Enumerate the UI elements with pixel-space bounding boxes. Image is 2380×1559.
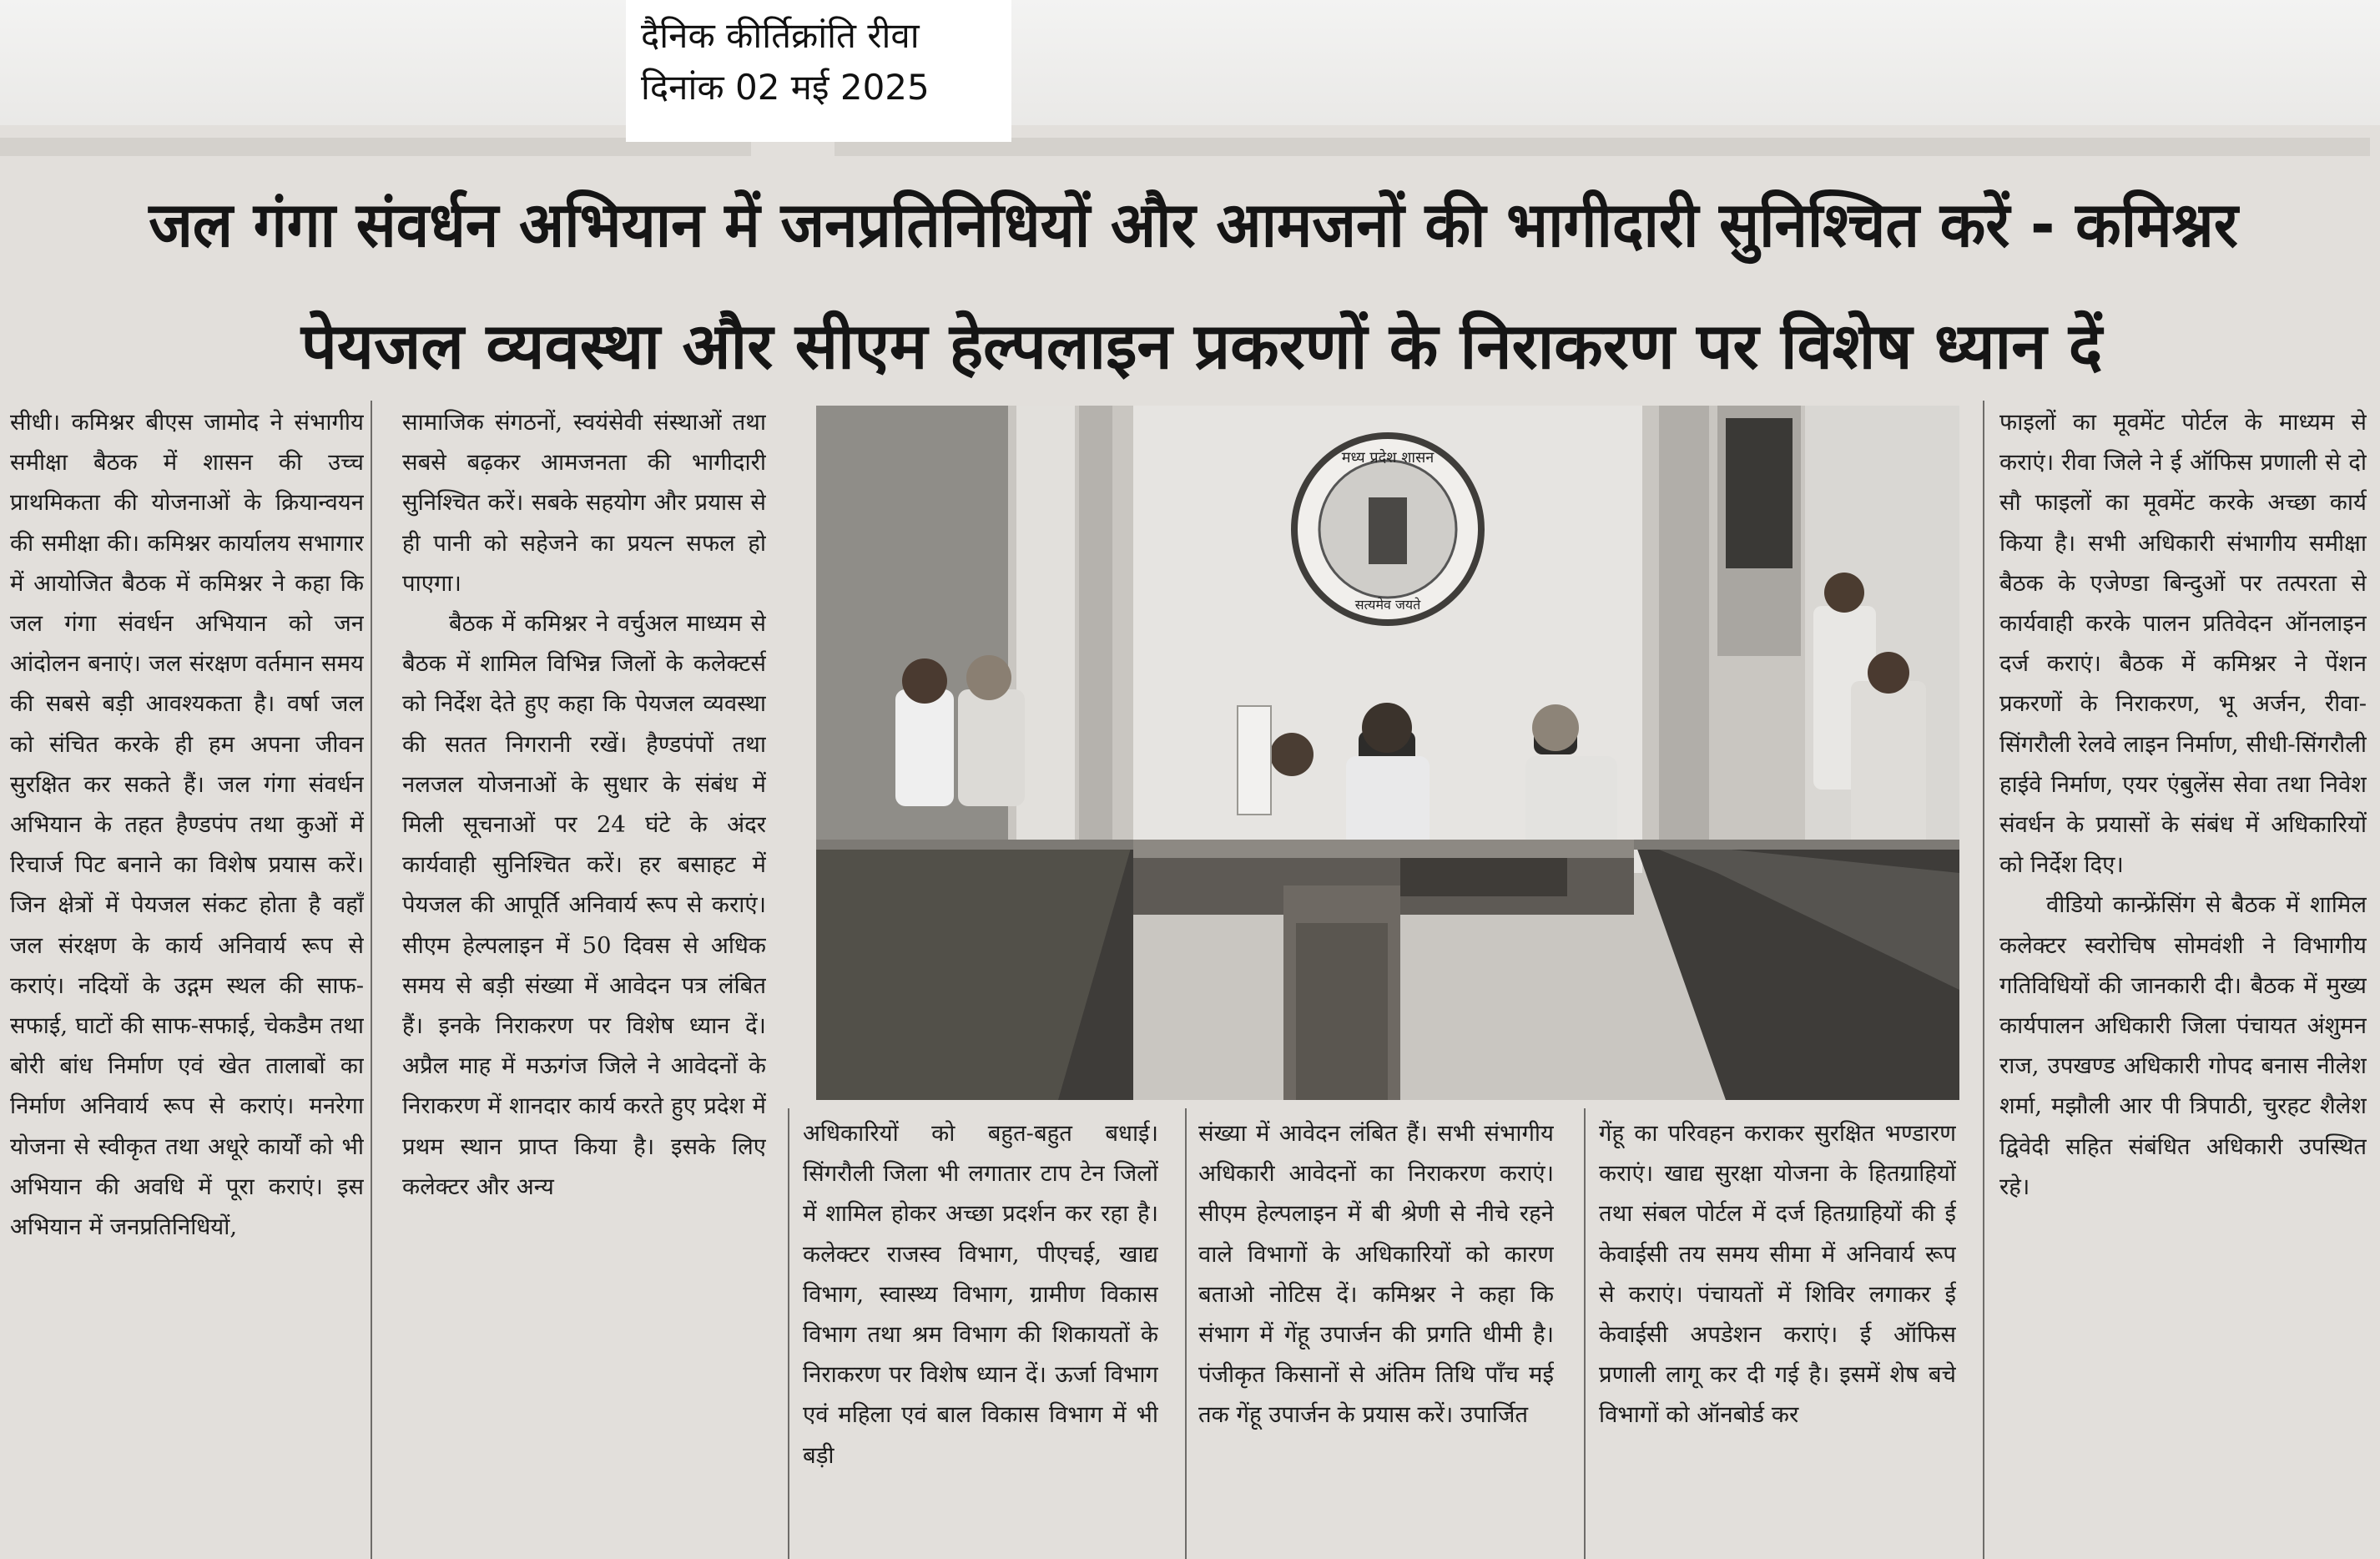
newspaper-name: दैनिक कीर्तिक्रांति रीवा [641,15,920,56]
article-column-1 [10,402,364,1559]
column-rule [371,401,372,1559]
article-column-4 [1198,1113,1554,1559]
paragraph: बैठक में कमिश्नर ने वर्चुअल माध्यम से बैठक में शामिल विभिन्न जिलों के कलेक्टर्स को निर्देश देते हुए कहा कि पेयजल व्यवस्था की सतत निगरानी रखें। हैण्डपंपों तथा नलजल योजनाओं के सुधार के संबंध में मिली सूचनाओं पर 24 घंटे के अंदर कार्यवाही सुनिश्चित करें। हर बसाहट में पेयजल की आपूर्ति अनिवार्य रूप से कराएं। सीएम हेल्पलाइन में 50 दिवस से अधिक समय से बड़ी संख्या में आवेदन पत्र लंबित हैं। इनके निराकरण पर विशेष ध्यान दें। अप्रैल माह में मऊगंज जिले ने आवेदनों के निराकरण में शानदार कार्य करते हुए प्रदेश में प्रथम स्थान प्राप्त किया है। इसके लिए कलेक्टर और अन्य [402,610,766,1200]
article-column-2 [402,402,766,1559]
column-rule [1584,1108,1586,1559]
paragraph: वीडियो कान्फ्रेंसिंग से बैठक में शामिल कलेक्टर स्वरोचिष सोमवंशी ने विभागीय गतिविधियों की जानकारी दी। बैठक में मुख्य कार्यपालन अधिकारी जिला पंचायत अंशुमन राज, उपखण्ड अधिकारी गोपद बनास नीलेश शर्मा, मझौली आर पी त्रिपाठी, चुरहट शैलेश द्विवेदी सहित संबंधित अधिकारी उपस्थित रहे। [1999,891,2367,1200]
column-rule [1983,401,1984,1559]
paragraph: सीधी। कमिश्नर बीएस जामोद ने संभागीय समीक्षा बैठक में शासन की उच्च प्राथमिकता की योजनाओं के क्रियान्वयन की समीक्षा की। कमिश्नर कार्यालय सभागार में आयोजित बैठक में कमिश्नर ने कहा कि जल गंगा संवर्धन अभियान को जन आंदोलन बनाएं। जल संरक्षण वर्तमान समय की सबसे बड़ी आवश्यकता है। वर्षा जल को संचित करके ही हम अपना जीवन सुरक्षित कर सकते हैं। जल गंगा संवर्धन अभियान के तहत हैण्डपंप तथा कुओं में रिचार्ज पिट बनाने का विशेष प्रयास करें। जिन क्षेत्रों में पेयजल संकट होता है वहाँ जल संरक्षण के कार्य अनिवार्य रूप से कराएं। नदियों के उद्गम स्थल की साफ-सफाई, घाटों की साफ-सफाई, चेकडैम तथा बोरी बांध निर्माण एवं खेत तालाबों का निर्माण अनिवार्य रूप से कराएं। मनरेगा योजना से स्वीकृत तथा अधूरे कार्यों को भी अभियान की अवधि में पूरा कराएं। इस अभियान में जनप्रतिनिधियों, [10,409,364,1241]
paragraph: सामाजिक संगठनों, स्वयंसेवी संस्थाओं तथा सबसे बढ़कर आमजनता की भागीदारी सुनिश्चित करें। सबके सहयोग और प्रयास से ही पानी को सहेजने का प्रयत्न सफल हो पाएगा। [402,409,766,597]
emblem-top-text: मध्य प्रदेश शासन [1341,449,1435,467]
paragraph: गेंहू का परिवहन कराकर सुरक्षित भण्डारण कराएं। खाद्य सुरक्षा योजना के हितग्राहियों तथा संबल पोर्टल में दर्ज हितग्राहियों की ई केवाईसी तय समय सीमा में अनिवार्य रूप से कराएं। पंचायतों में शिविर लगाकर ई केवाईसी अपडेशन कराएं। ई ऑफिस प्रणाली लागू कर दी गई है। इसमें शेष बचे विभागों को ऑनबोर्ड कर [1599,1120,1956,1429]
subheadline: पेयजल व्यवस्था और सीएम हेल्पलाइन प्रकरणों के निराकरण पर विशेष ध्यान दें [300,309,2103,383]
clipping-label [626,0,1011,142]
article-column-3 [803,1113,1158,1559]
emblem-bottom-text: सत्यमेव जयते [1354,597,1421,613]
faded-text-line [835,138,2370,156]
column-rule [1185,1108,1187,1559]
article-column-5 [1599,1113,1956,1559]
paragraph: अधिकारियों को बहुत-बहुत बधाई। सिंगरौली जिला भी लगातार टाप टेन जिलों में शामिल होकर अच्छा प्रदर्शन कर रहा है। कलेक्टर राजस्व विभाग, पीएचई, खाद्य विभाग, स्वास्थ्य विभाग, ग्रामीण विकास विभाग तथा श्रम विभाग की शिकायतों के निराकरण पर विशेष ध्यान दें। ऊर्जा विभाग एवं महिला एवं बाल विकास विभाग में भी बड़ी [803,1120,1158,1469]
column-rule [788,1108,789,1559]
article-column-6 [1999,402,2367,1559]
page-background-top [0,0,2380,134]
clipping-date: दिनांक 02 मई 2025 [641,67,930,108]
meeting-photo [816,406,1959,1100]
paragraph: संख्या में आवेदन लंबित हैं। सभी संभागीय अधिकारी आवेदनों का निराकरण कराएं। सीएम हेल्पलाइन में बी श्रेणी से नीचे रहने वाले विभागों के अधिकारियों को कारण बताओ नोटिस दें। कमिश्नर ने कहा कि संभाग में गेंहू उपार्जन की प्रगति धीमी है। पंजीकृत किसानों से अंतिम तिथि पाँच मई तक गेंहू उपार्जन के प्रयास करें। उपार्जित [1198,1120,1554,1429]
headline: जल गंगा संवर्धन अभियान में जनप्रतिनिधियों और आमजनों की भागीदारी सुनिश्चित करें - कमिश्नर [149,188,2238,262]
paragraph: फाइलों का मूवमेंट पोर्टल के माध्यम से कराएं। रीवा जिले ने ई ऑफिस प्रणाली से दो सौ फाइलों का मूवमेंट करके अच्छा कार्य किया है। सभी अधिकारी संभागीय समीक्षा बैठक के एजेण्डा बिन्दुओं पर तत्परता से कार्यवाही करके पालन प्रतिवेदन ऑनलाइन दर्ज कराएं। बैठक में कमिश्नर ने पेंशन प्रकरणों के निराकरण, भू अर्जन, रीवा-सिंगरौली रेलवे लाइन निर्माण, सीधी-सिंगरौली हाईवे निर्माण, एयर एंबुलेंस सेवा तथा निवेश संवर्धन के प्रयासों के संबंध में अधिकारियों को निर्देश दिए। [1999,409,2367,879]
